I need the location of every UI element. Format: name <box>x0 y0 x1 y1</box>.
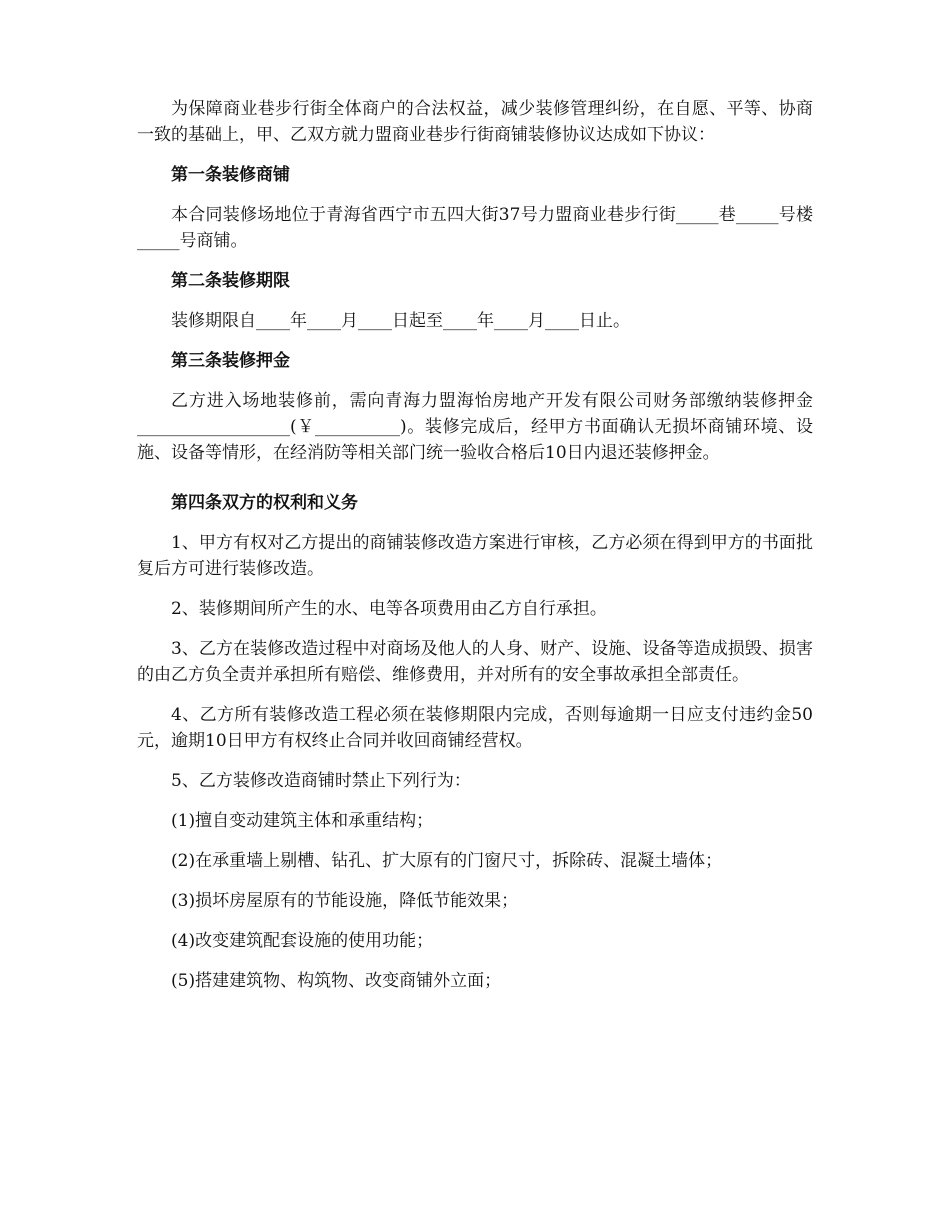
clause-4: 4、乙方所有装修改造工程必须在装修期限内完成，否则每逾期一日应支付违约金50元，逾期10日甲方有权终止合同并收回商铺经营权。 <box>137 705 813 751</box>
article3-body: 乙方进入场地装修前，需向青海力盟海怡房地产开发有限公司财务部缴纳装修押金__________________(￥__________)。装修完成后，经甲方书面确认无损坏商铺环境、设施、设备等情形，在经消防等相关部门统一验收合格后10日内退还装修押金。 <box>137 391 813 463</box>
article2-body: 装修期限自____年____月____日起至____年____月____日止。 <box>171 311 630 331</box>
article4-title: 第四条双方的权利和义务 <box>171 493 358 513</box>
article2-title: 第二条装修期限 <box>171 271 290 291</box>
article1-body: 本合同装修场地位于青海省西宁市五四大街37号力盟商业巷步行街_____巷_____号楼_____号商铺。 <box>137 205 813 251</box>
prohibited-item-2: (2)在承重墙上剔槽、钻孔、扩大原有的门窗尺寸，拆除砖、混凝土墙体； <box>171 851 723 871</box>
article1-title: 第一条装修商铺 <box>171 165 290 185</box>
article3-title: 第三条装修押金 <box>171 351 290 371</box>
clause-1: 1、甲方有权对乙方提出的商铺装修改造方案进行审核，乙方必须在得到甲方的书面批复后方可进行装修改造。 <box>137 533 813 579</box>
document-body <box>137 96 813 994</box>
clause-3: 3、乙方在装修改造过程中对商场及他人的人身、财产、设施、设备等造成损毁、损害的由乙方负全责并承担所有赔偿、维修费用，并对所有的安全事故承担全部责任。 <box>137 639 813 685</box>
prohibited-item-4: (4)改变建筑配套设施的使用功能； <box>171 931 434 951</box>
prohibited-item-3: (3)损坏房屋原有的节能设施，降低节能效果； <box>171 891 519 911</box>
clause-2: 2、装修期间所产生的水、电等各项费用由乙方自行承担。 <box>171 599 607 619</box>
clause-5: 5、乙方装修改造商铺时禁止下列行为： <box>171 771 471 791</box>
prohibited-item-1: (1)擅自变动建筑主体和承重结构； <box>171 811 434 831</box>
prohibited-item-5: (5)搭建建筑物、构筑物、改变商铺外立面； <box>171 971 502 991</box>
intro-paragraph: 为保障商业巷步行街全体商户的合法权益，减少装修管理纠纷，在自愿、平等、协商一致的基础上，甲、乙双方就力盟商业巷步行街商铺装修协议达成如下协议： <box>137 99 813 145</box>
